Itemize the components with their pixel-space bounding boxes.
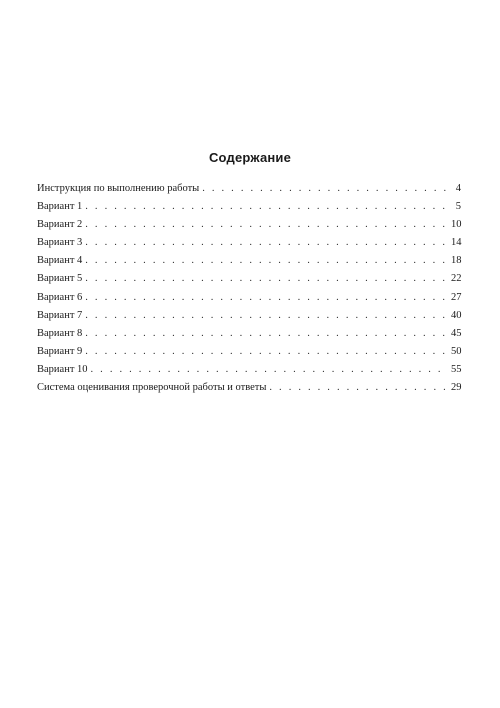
toc-entry-page: 5 [455,201,461,213]
toc-entry [37,216,461,234]
dot-leader [202,180,448,198]
table-of-contents [37,180,461,397]
toc-entry-page: 27 [451,291,462,303]
toc-entry [37,379,461,397]
toc-entry-page: 4 [455,183,461,194]
toc-entry-label: Вариант 9 [37,345,83,357]
toc-entry [37,343,461,361]
toc-entry-label: Вариант 5 [37,273,83,285]
toc-entry [37,361,461,379]
toc-entry-label: Вариант 6 [37,291,83,303]
dot-leader [85,234,448,252]
dot-leader [85,216,448,234]
toc-entry [37,198,461,216]
toc-entry [37,234,461,252]
toc-entry [37,289,461,307]
toc-entry-label: Система оценивания проверочной работы и ответы [37,382,267,394]
dot-leader [85,307,448,325]
toc-entry [37,252,461,270]
dot-leader [85,198,448,216]
toc-entry-label: Вариант 1 [37,201,83,213]
toc-entry-label: Вариант 10 [37,363,88,375]
toc-entry-page: 50 [451,345,462,357]
toc-entry-label: Вариант 3 [37,237,83,249]
dot-leader [85,343,448,361]
toc-entry-label: Инструкция по выполнению работы [37,183,200,194]
dot-leader [85,252,448,270]
dot-leader [85,325,448,343]
toc-entry-page: 22 [451,273,462,285]
dot-leader [85,289,448,307]
toc-entry-label: Вариант 2 [37,219,83,231]
toc-entry-page: 55 [451,363,462,375]
toc-entry-label: Вариант 7 [37,309,83,321]
dot-leader [85,270,448,288]
toc-entry [37,270,461,288]
toc-entry [37,325,461,343]
toc-entry-page: 45 [451,327,462,339]
toc-entry-page: 14 [451,237,462,249]
dot-leader [269,379,448,397]
toc-entry-page: 18 [451,255,462,267]
dot-leader [91,361,448,379]
page-title: Содержание [208,150,292,165]
toc-entry-page: 29 [451,382,462,394]
toc-entry-label: Вариант 4 [37,255,83,267]
toc-entry-page: 40 [451,309,462,321]
toc-entry [37,180,461,198]
toc-entry [37,307,461,325]
toc-entry-label: Вариант 8 [37,327,83,339]
toc-entry-page: 10 [451,219,462,231]
